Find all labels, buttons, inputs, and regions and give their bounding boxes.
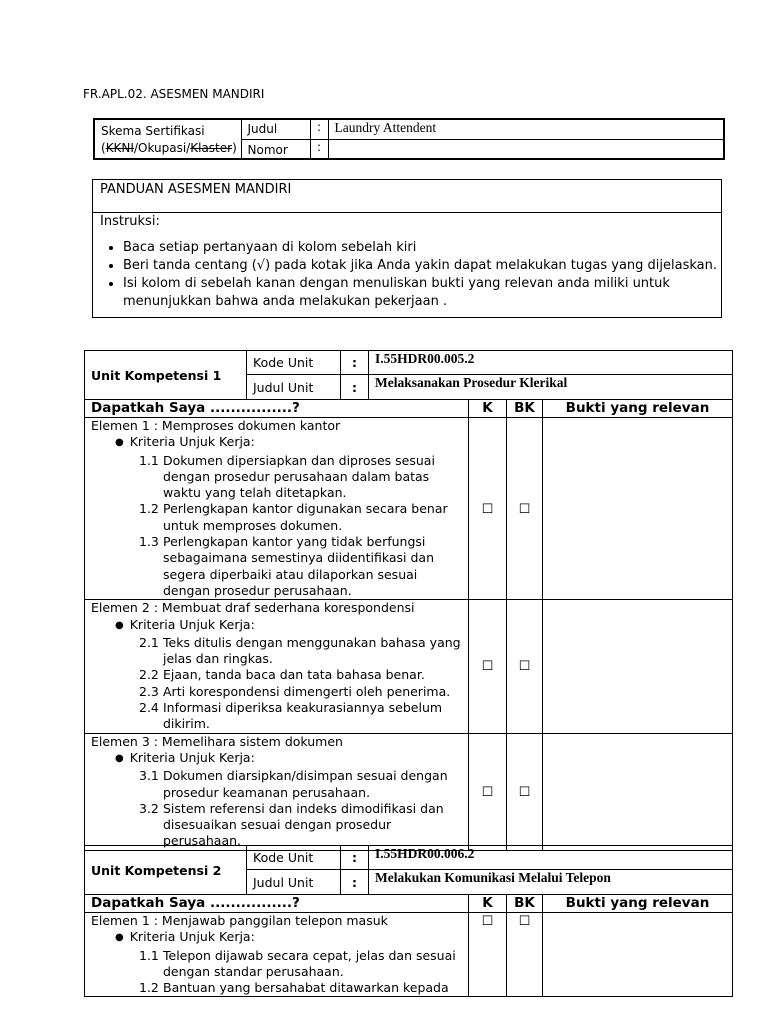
elemen-cell: [85, 418, 469, 600]
k-checkbox[interactable]: ☐: [469, 600, 507, 733]
bukti-cell[interactable]: [543, 600, 733, 733]
k-checkbox[interactable]: ☐: [469, 418, 507, 600]
criterion: 1.3 Perlengkapan kantor yang tidak berfungsi sebagaimana semestinya diidentifikasi dan segera diperbaiki atau dilaporkan sesuai dengan prosedur perusahaan.: [139, 534, 434, 598]
unit-1-kode: I.55HDR00.005.2: [369, 351, 733, 375]
elemen-title: Elemen 1 : Menjawab panggilan telepon masuk: [91, 913, 388, 928]
instruksi-item: • Baca setiap pertanyaan di kolom sebelah kiri: [123, 239, 721, 257]
bk-header: BK: [507, 895, 543, 913]
skema-label: Skema Sertifikasi (KKNI/Okupasi/Klaster): [94, 119, 241, 159]
bk-checkbox[interactable]: ☐: [507, 913, 543, 997]
judul-label: Judul: [241, 119, 310, 139]
bukti-header: Bukti yang relevan: [543, 895, 733, 913]
panduan-heading: PANDUAN ASESMEN MANDIRI: [93, 180, 721, 213]
k-checkbox[interactable]: ☐: [469, 913, 507, 997]
kode-colon: :: [341, 351, 369, 375]
kkni-struck: KKNI: [105, 141, 134, 155]
kriteria-label: ● Kriteria Unjuk Kerja:: [91, 750, 468, 768]
bk-checkbox[interactable]: ☐: [507, 418, 543, 600]
unit-2-kode: I.55HDR00.006.2: [369, 846, 733, 870]
bukti-header: Bukti yang relevan: [543, 400, 733, 418]
criterion: 1.1 Dokumen dipersiapkan dan diproses sesuai dengan prosedur perusahaan dalam batas waktu yang telah ditetapkan.: [139, 452, 435, 501]
judul-colon: :: [310, 119, 328, 139]
criterion: 1.2 Perlengkapan kantor digunakan secara benar untuk memproses dokumen.: [139, 501, 448, 533]
criterion: 3.2 Sistem referensi dan indeks dimodifikasi dan disesuaikan sesuai dengan prosedur perusahaan.: [139, 800, 444, 849]
unit-1-judul: Melaksanakan Prosedur Klerikal: [369, 375, 733, 400]
nomor-label: Nomor: [241, 139, 310, 159]
nomor-value: [328, 139, 724, 159]
dapatkah-header: Dapatkah Saya ................?: [85, 895, 469, 913]
panduan-box: [92, 179, 722, 318]
judul-unit-label: Judul Unit: [247, 870, 341, 895]
judul-value: Laundry Attendent: [328, 119, 724, 139]
nomor-colon: :: [310, 139, 328, 159]
bukti-cell[interactable]: [543, 418, 733, 600]
criterion: 3.1 Dokumen diarsipkan/disimpan sesuai dengan prosedur keamanan perusahaan.: [139, 768, 448, 800]
instruksi-list: [93, 239, 721, 311]
criterion: 1.1 Telepon dijawab secara cepat, jelas dan sesuai dengan standar perusahaan.: [139, 947, 456, 979]
elemen-title: Elemen 2 : Membuat draf sederhana korespondensi: [91, 600, 415, 616]
criterion: 2.2 Ejaan, tanda baca dan tata bahasa benar.: [139, 667, 425, 683]
bukti-cell[interactable]: [543, 913, 733, 997]
criterion: 2.4 Informasi diperiksa keakurasiannya sebelum dikirim.: [139, 700, 443, 732]
unit-2-judul: Melakukan Komunikasi Melalui Telepon: [369, 870, 733, 895]
kode-unit-label: Kode Unit: [247, 351, 341, 375]
elemen-title: Elemen 1 : Memproses dokumen kantor: [91, 418, 341, 433]
judul-unit-label: Judul Unit: [247, 375, 341, 400]
k-checkbox[interactable]: ☐: [469, 733, 507, 850]
criterion: 2.1 Teks ditulis dengan menggunakan bahasa yang jelas dan ringkas.: [139, 634, 461, 667]
criterion: 2.3 Arti korespondensi dimengerti oleh penerima.: [139, 683, 451, 699]
unit-kompetensi-1-table: [84, 350, 733, 851]
dapatkah-header: Dapatkah Saya ................?: [85, 400, 469, 418]
bk-checkbox[interactable]: ☐: [507, 733, 543, 850]
kriteria-label: ● Kriteria Unjuk Kerja:: [91, 434, 468, 452]
kriteria-label: ● Kriteria Unjuk Kerja:: [91, 617, 468, 635]
skema-table: [93, 118, 725, 160]
elemen-cell: [85, 600, 469, 733]
elemen-cell: [85, 913, 469, 997]
criterion: 1.2 Bantuan yang bersahabat ditawarkan kepada: [139, 980, 449, 996]
bk-header: BK: [507, 400, 543, 418]
k-header: K: [469, 895, 507, 913]
kode-colon: :: [341, 846, 369, 870]
unit-1-label: Unit Kompetensi 1: [85, 351, 247, 400]
instruksi-item: • Beri tanda centang (√) pada kotak jika Anda yakin dapat melakukan tugas yang dijelaskan.: [123, 257, 721, 275]
judul-colon: :: [341, 870, 369, 895]
document-title: FR.APL.02. ASESMEN MANDIRI: [83, 87, 265, 101]
bukti-cell[interactable]: [543, 733, 733, 850]
elemen-title: Elemen 3 : Memelihara sistem dokumen: [91, 733, 343, 749]
bk-checkbox[interactable]: ☐: [507, 600, 543, 733]
klaster-struck: Klaster: [190, 141, 233, 155]
unit-kompetensi-2-table: [84, 845, 733, 997]
kriteria-label: ● Kriteria Unjuk Kerja:: [91, 929, 468, 947]
k-header: K: [469, 400, 507, 418]
kode-unit-label: Kode Unit: [247, 846, 341, 870]
instruksi-label: Instruksi:: [100, 214, 160, 229]
unit-2-label: Unit Kompetensi 2: [85, 846, 247, 895]
judul-colon: :: [341, 375, 369, 400]
instruksi-item: • Isi kolom di sebelah kanan dengan menuliskan bukti yang relevan anda miliki untuk menunjukkan bahwa anda melakukan pekerjaan .: [123, 275, 721, 311]
elemen-cell: [85, 733, 469, 850]
